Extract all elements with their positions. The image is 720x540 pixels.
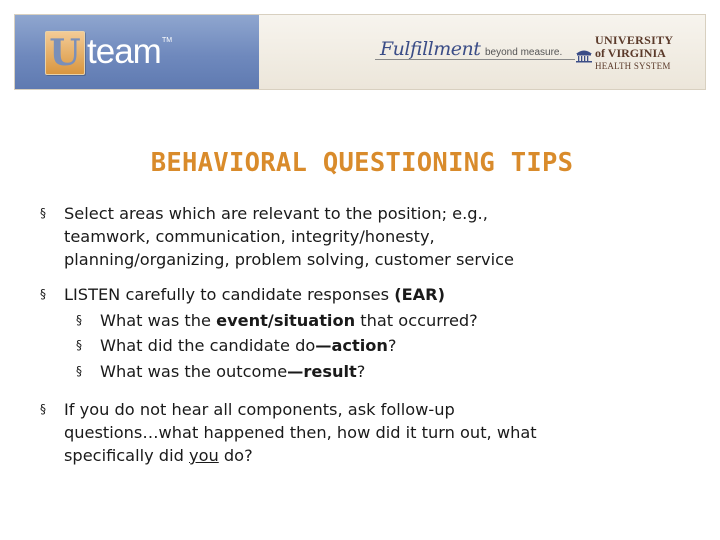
sub-bullet-event-post: that occurred?: [355, 311, 478, 330]
bullet-3: [64, 398, 537, 467]
bullet-3-underlined-you: you: [189, 446, 219, 465]
sub-bullet-event-bold: event/situation: [216, 311, 356, 330]
bullet-3-line-1: If you do not hear all components, ask follow-up: [64, 400, 455, 419]
sub-bullet-marker: §: [76, 338, 82, 352]
bullet-1-line-1: Select areas which are relevant to the position; e.g.,: [64, 204, 488, 223]
sub-bullet-result: [100, 360, 365, 383]
bullet-2: [64, 283, 445, 306]
sub-bullet-action-bold: —action: [315, 336, 388, 355]
bullet-1-line-3: planning/organizing, problem solving, customer service: [64, 250, 514, 269]
uva-rotunda-icon: [574, 47, 594, 63]
bullet-1: [64, 202, 514, 271]
sub-bullet-result-pre: What was the outcome: [100, 362, 288, 381]
slide-title: BEHAVIORAL QUESTIONING TIPS: [150, 148, 574, 178]
bullet-3-line-3: [64, 444, 537, 467]
bullet-2-lead-bold: (EAR): [394, 285, 446, 304]
uva-logo-health-system: HEALTH SYSTEM: [595, 61, 671, 71]
uva-logo-university: UNIVERSITY: [595, 33, 674, 47]
sub-bullet-action: [100, 334, 397, 357]
bullet-marker: §: [40, 402, 46, 416]
bullet-2-lead: LISTEN carefully to candidate responses: [64, 285, 395, 304]
sub-bullet-event-pre: What was the: [100, 311, 217, 330]
uteam-logo-icon: U: [45, 31, 85, 75]
fulfillment-logo: Fulfillment: [380, 38, 481, 60]
bullet-marker: §: [40, 206, 46, 220]
sub-bullet-marker: §: [76, 364, 82, 378]
bullet-marker: §: [40, 287, 46, 301]
sub-bullet-marker: §: [76, 313, 82, 327]
sub-bullet-result-post: ?: [356, 362, 366, 381]
sub-bullet-result-bold: —result: [287, 362, 357, 381]
trademark-mark: TM: [162, 37, 173, 44]
fulfillment-tagline: beyond measure.: [485, 47, 563, 58]
uteam-logo-panel: [15, 15, 259, 89]
bullet-3-last-pre: specifically did: [64, 446, 189, 465]
bullet-3-last-post: do?: [218, 446, 253, 465]
sub-bullet-action-post: ?: [387, 336, 397, 355]
bullet-3-line-2: questions…what happened then, how did it turn out, what: [64, 423, 537, 442]
sub-bullet-event: [100, 309, 478, 332]
uteam-logo-word: team: [87, 32, 161, 71]
uva-logo-virginia: of VIRGINIA: [595, 46, 666, 60]
sub-bullet-action-pre: What did the candidate do: [100, 336, 316, 355]
bullet-1-line-2: teamwork, communication, integrity/honesty,: [64, 227, 435, 246]
header-banner: [14, 14, 706, 90]
